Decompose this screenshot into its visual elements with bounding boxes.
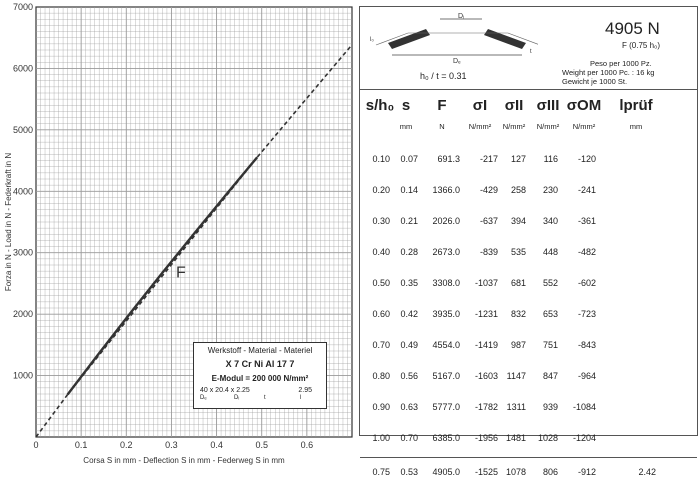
table-cell: 3308.0 xyxy=(432,278,460,288)
x-tick-label: 0.4 xyxy=(210,440,223,450)
table-cell: 258 xyxy=(510,185,526,195)
column-unit: N xyxy=(439,122,445,131)
x-tick-label: 0.6 xyxy=(300,440,314,450)
footer-cell: 0.53 xyxy=(400,467,418,477)
table-cell: 0.56 xyxy=(400,371,418,381)
table-cell: -1782 xyxy=(474,402,498,412)
column-unit: N/mm² xyxy=(536,122,560,131)
y-tick-label: 1000 xyxy=(12,370,33,381)
column-header: s xyxy=(401,97,411,114)
table-cell: 1481 xyxy=(505,433,526,443)
dim-label-de: Dₑ xyxy=(200,395,207,401)
footer-cell: 1078 xyxy=(505,467,526,477)
table-cell: 0.35 xyxy=(400,278,418,288)
di-label: Dᵢ xyxy=(458,13,465,20)
table-cell: 0.63 xyxy=(400,402,418,412)
table-cell: 0.42 xyxy=(400,309,418,319)
dim-label-l: l xyxy=(300,395,302,401)
table-cell: 1311 xyxy=(506,402,526,412)
table-cell: 116 xyxy=(543,154,558,164)
table-cell: 0.50 xyxy=(372,278,390,288)
table-cell: 0.28 xyxy=(400,247,418,257)
l-label: l₀ xyxy=(370,37,374,43)
table-cell: 0.07 xyxy=(400,154,418,164)
material-dims-right: 2.95 xyxy=(298,387,312,394)
table-cell: 394 xyxy=(510,216,526,226)
table-cell: -964 xyxy=(577,371,596,381)
table-cell: 939 xyxy=(542,402,558,412)
table-cell: 1147 xyxy=(506,371,526,381)
table-cell: 681 xyxy=(510,278,526,288)
table-cell: 0.40 xyxy=(372,247,390,257)
column-header: σI xyxy=(472,97,488,114)
footer-cell: 0.75 xyxy=(372,467,390,477)
table-cell: 751 xyxy=(542,340,558,350)
table-cell: 127 xyxy=(510,154,526,164)
column-header: lprüf xyxy=(619,97,653,114)
table-cell: 552 xyxy=(542,278,558,288)
annotation-label: F xyxy=(175,264,186,282)
table-cell: 2026.0 xyxy=(432,216,460,226)
table-cell: -637 xyxy=(479,216,498,226)
spec-header xyxy=(360,7,697,90)
table-cell: -1956 xyxy=(474,433,498,443)
table-cell: 535 xyxy=(510,247,526,257)
table-cell: 6385.0 xyxy=(432,433,460,443)
table-cell: 1.00 xyxy=(372,433,390,443)
x-axis-label: Corsa S in mm - Deflection S in mm - Federweg S in mm xyxy=(83,456,285,465)
dim-label-t: t xyxy=(264,395,266,401)
column-unit: N/mm² xyxy=(502,122,526,131)
footer-cell: -1525 xyxy=(474,467,498,477)
column-unit: mm xyxy=(629,122,643,131)
table-cell: 832 xyxy=(510,309,526,319)
x-tick-label: 0.1 xyxy=(74,440,88,450)
table-cell: 0.90 xyxy=(372,402,390,412)
table-cell: 0.70 xyxy=(400,433,418,443)
table-cell: -723 xyxy=(577,309,596,319)
column-unit: mm xyxy=(399,122,413,131)
table-cell: 691.3 xyxy=(437,154,460,164)
footer-cell: 806 xyxy=(542,467,558,477)
dim-label-di: Dᵢ xyxy=(234,395,240,401)
force-subtitle: F (0.75 h₀) xyxy=(622,41,660,50)
y-tick-label: 3000 xyxy=(12,247,33,258)
table-cell: -482 xyxy=(577,247,596,257)
table-cell: 0.21 xyxy=(400,216,418,226)
table-cell: 2673.0 xyxy=(432,247,460,257)
table-cell: -1037 xyxy=(474,278,498,288)
table-cell: -361 xyxy=(577,216,596,226)
table-cell: 653 xyxy=(542,309,558,319)
table-cell: 1366.0 xyxy=(432,185,460,195)
force-title: 4905 N xyxy=(605,19,660,38)
table-cell: 5167.0 xyxy=(432,371,460,381)
y-tick-label: 4000 xyxy=(12,186,33,197)
y-axis-label: Forza in N - Load in N - Federkraft in N xyxy=(4,152,13,292)
table-cell: -217 xyxy=(479,154,498,164)
material-grade: X 7 Cr Ni Al 17 7 xyxy=(225,359,295,369)
table-cell: 4554.0 xyxy=(432,340,460,350)
ratio-label: h₀ / t = 0.31 xyxy=(420,71,467,81)
footer-cell: 2.42 xyxy=(638,467,656,477)
column-header: σOM xyxy=(566,97,602,114)
table-cell: -602 xyxy=(577,278,596,288)
weight-line-2: Weight per 1000 Pc. : 16 kg xyxy=(562,68,655,77)
column-unit: N/mm² xyxy=(468,122,492,131)
column-header: σII xyxy=(504,97,524,114)
table-cell: 0.14 xyxy=(400,185,418,195)
table-cell: 0.10 xyxy=(372,154,390,164)
table-cell: 1028 xyxy=(537,433,558,443)
column-header: σIII xyxy=(536,97,560,114)
material-title: Werkstoff - Material - Materiel xyxy=(207,346,313,355)
table-cell: 340 xyxy=(542,216,558,226)
table-cell: -843 xyxy=(577,340,596,350)
table-cell: 0.20 xyxy=(372,185,390,195)
material-emodul: E-Modul = 200 000 N/mm² xyxy=(211,374,309,383)
table-cell: -1603 xyxy=(474,371,498,381)
footer-cell: -912 xyxy=(577,467,596,477)
weight-line-1: Peso per 1000 Pz. xyxy=(590,59,652,68)
column-header: F xyxy=(437,97,447,114)
de-label: Dₑ xyxy=(453,58,461,65)
table-cell: 230 xyxy=(542,185,558,195)
footer-cell: 4905.0 xyxy=(432,467,460,477)
x-tick-label: 0.2 xyxy=(120,440,133,450)
y-tick-label: 6000 xyxy=(12,63,33,74)
y-tick-label: 7000 xyxy=(12,2,33,12)
x-tick-label: 0.5 xyxy=(255,440,268,450)
table-cell: 0.70 xyxy=(372,340,390,350)
column-header: s/h₀ xyxy=(365,97,395,114)
footer-separator xyxy=(360,457,697,458)
spring-diagram xyxy=(368,11,538,73)
y-tick-label: 2000 xyxy=(12,309,33,320)
table-cell: -1419 xyxy=(474,340,498,350)
table-cell: -1231 xyxy=(474,309,498,319)
material-dims: 40 x 20.4 x 2.25 xyxy=(200,387,250,394)
table-cell: -241 xyxy=(577,185,596,195)
table-cell: 0.49 xyxy=(400,340,418,350)
table-cell: 0.80 xyxy=(372,371,390,381)
material-box xyxy=(193,342,327,409)
table-cell: 5777.0 xyxy=(432,402,460,412)
weight-line-3: Gewicht je 1000 St. xyxy=(562,77,628,86)
x-tick-label: 0 xyxy=(33,440,39,450)
table-cell: 987 xyxy=(510,340,526,350)
x-tick-label: 0.3 xyxy=(165,440,178,450)
table-cell: 448 xyxy=(542,247,558,257)
table-cell: -1204 xyxy=(572,433,596,443)
table-cell: -839 xyxy=(479,247,498,257)
table-cell: -120 xyxy=(577,154,596,164)
table-cell: 847 xyxy=(542,371,558,381)
spring-data-panel xyxy=(359,6,698,477)
table-cell: 0.60 xyxy=(372,309,390,319)
t-label: t xyxy=(530,49,532,55)
table-cell: 0.30 xyxy=(372,216,390,226)
table-cell: 3935.0 xyxy=(432,309,460,319)
table-cell: -1084 xyxy=(572,402,596,412)
column-unit: N/mm² xyxy=(572,122,596,131)
y-tick-label: 5000 xyxy=(12,124,33,135)
table-cell: -429 xyxy=(479,185,498,195)
